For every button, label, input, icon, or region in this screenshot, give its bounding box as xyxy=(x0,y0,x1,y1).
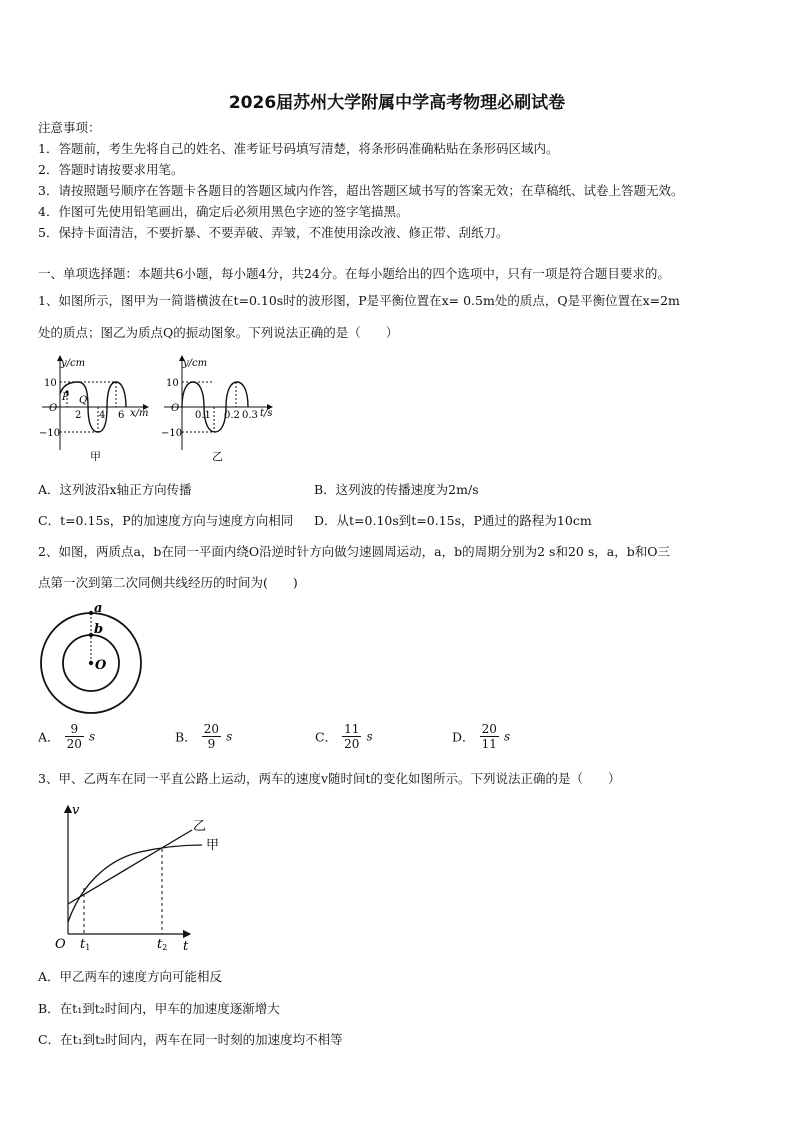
fig-a-tick-x: 2 xyxy=(75,410,82,421)
denominator: 20 xyxy=(344,737,360,751)
note-item: 3．请按照题号顺序在答题卡各题目的答题区域内作答，超出答题区域书写的答案无效；在草稿纸、试卷上答题无效。 xyxy=(38,183,684,198)
fig-origin: O xyxy=(55,937,66,952)
option-label: B． xyxy=(175,729,197,745)
fig-b-tick-x: 0.1 xyxy=(195,410,211,421)
fig-ylabel: v xyxy=(72,803,80,818)
unit: s xyxy=(89,729,96,744)
fig-label-yi: 乙 xyxy=(193,819,207,834)
page-title: 2026届苏州大学附属中学高考物理必刷试卷 xyxy=(228,93,566,113)
q3-figure-vt-graph xyxy=(50,796,230,956)
q3-option-b[interactable]: B．在t₁到t₂时间内，甲车的加速度逐渐增大 xyxy=(38,1001,280,1016)
note-item: 1．答题前，考生先将自己的姓名、准考证号码填写清楚，将条形码准确粘贴在条形码区域内。 xyxy=(38,141,559,156)
note-item: 2．答题时请按要求用笔。 xyxy=(38,162,184,177)
fig-a-origin: O xyxy=(49,403,58,414)
q1-option-b[interactable]: B．这列波的传播速度为2m/s xyxy=(314,482,479,497)
q2-option-d[interactable] xyxy=(452,722,510,751)
fig-label-O: O xyxy=(95,658,107,673)
q2-figure-circles xyxy=(38,598,148,716)
q2-option-a[interactable] xyxy=(38,722,95,751)
fig-b-tick-y: −10 xyxy=(161,428,183,439)
numerator: 11 xyxy=(344,722,360,736)
fig-label-a: a xyxy=(94,601,103,616)
q2-option-b[interactable] xyxy=(175,722,232,751)
fig-b-caption: 乙 xyxy=(212,450,223,463)
fig-a-caption: 甲 xyxy=(90,450,101,463)
note-item: 4．作图可先使用铅笔画出，确定后必须用黑色字迹的签字笔描黑。 xyxy=(38,204,409,219)
fig-a-label-P: P xyxy=(62,392,69,403)
q2-stem-line2: 点第一次到第二次同侧共线经历的时间为( ) xyxy=(38,575,298,590)
q3-stem: 3、甲、乙两车在同一平直公路上运动，两车的速度v随时间t的变化如图所示。下列说法正确的是（ ） xyxy=(38,771,621,786)
fig-b-tick-x: 0.2 xyxy=(224,410,240,421)
denominator: 11 xyxy=(481,737,497,751)
fig-label-b: b xyxy=(94,622,104,637)
q1-stem-line1: 1、如图所示，图甲为一简谐横波在t=0.10s时的波形图，P是平衡位置在x= 0.5m处的质点，Q是平衡位置在x=2m xyxy=(38,293,680,308)
unit: s xyxy=(366,729,373,744)
fraction xyxy=(342,722,361,751)
note-item: 5．保持卡面清洁，不要折暴、不要弄破、弄皱，不准使用涂改液、修正带、刮纸刀。 xyxy=(38,225,509,240)
numerator: 20 xyxy=(203,722,220,736)
fig-b-origin: O xyxy=(171,403,180,414)
fig-a-xlabel: x/m xyxy=(130,408,149,419)
fig-b-ylabel: y/cm xyxy=(183,358,208,369)
option-label: C． xyxy=(315,729,338,745)
fig-a-tick-x: 6 xyxy=(118,410,125,421)
numerator: 9 xyxy=(65,722,84,737)
fig-b-tick-y: 10 xyxy=(166,378,179,389)
q1-figure-wave xyxy=(38,352,158,464)
denominator: 20 xyxy=(66,737,82,751)
fig-a-label-Q: Q xyxy=(79,395,88,406)
fraction xyxy=(65,722,84,751)
fraction xyxy=(202,722,221,751)
fig-b-xlabel: t/s xyxy=(260,408,273,419)
q2-stem-line1: 2、如图，两质点a，b在同一平面内绕O沿逆时针方向做匀速圆周运动，a，b的周期分别为2 s和20 s，a，b和O三 xyxy=(38,544,670,559)
q1-option-d[interactable]: D．从t=0.10s到t=0.15s，P通过的路程为10cm xyxy=(314,513,592,528)
fig-a-tick-y: −10 xyxy=(39,428,61,439)
fig-b-tick-x: 0.3 xyxy=(242,410,258,421)
fig-xlabel: t xyxy=(183,939,189,954)
fig-a-tick-y: 10 xyxy=(44,378,57,389)
fig-t2: t2 xyxy=(157,937,168,952)
fig-a-ylabel: y/cm xyxy=(61,358,86,369)
section-heading: 一、单项选择题：本题共6小题，每小题4分，共24分。在每小题给出的四个选项中，只有一项是符合题目要求的。 xyxy=(38,266,670,281)
q1-option-c[interactable]: C．t=0.15s，P的加速度方向与速度方向相同 xyxy=(38,513,294,528)
option-label: D． xyxy=(452,729,475,745)
q1-figure-vibration xyxy=(160,352,285,464)
fig-a-tick-x: 4 xyxy=(99,410,106,421)
q1-stem-line2: 处的质点；图乙为质点Q的振动图象。下列说法正确的是（ ） xyxy=(38,325,399,340)
fig-label-jia: 甲 xyxy=(206,838,220,853)
q3-option-c[interactable]: C．在t₁到t₂时间内，两车在同一时刻的加速度均不相等 xyxy=(38,1032,343,1047)
denominator: 9 xyxy=(207,737,216,751)
fraction xyxy=(480,722,499,751)
option-label: A． xyxy=(38,729,60,745)
unit: s xyxy=(226,729,233,744)
numerator: 20 xyxy=(481,722,497,736)
q3-option-a[interactable]: A．甲乙两车的速度方向可能相反 xyxy=(38,969,223,984)
q2-option-c[interactable] xyxy=(315,722,373,751)
notes-heading: 注意事项： xyxy=(38,120,101,135)
fig-t1: t1 xyxy=(80,937,91,952)
unit: s xyxy=(504,729,511,744)
q1-option-a[interactable]: A．这列波沿x轴正方向传播 xyxy=(38,482,192,497)
